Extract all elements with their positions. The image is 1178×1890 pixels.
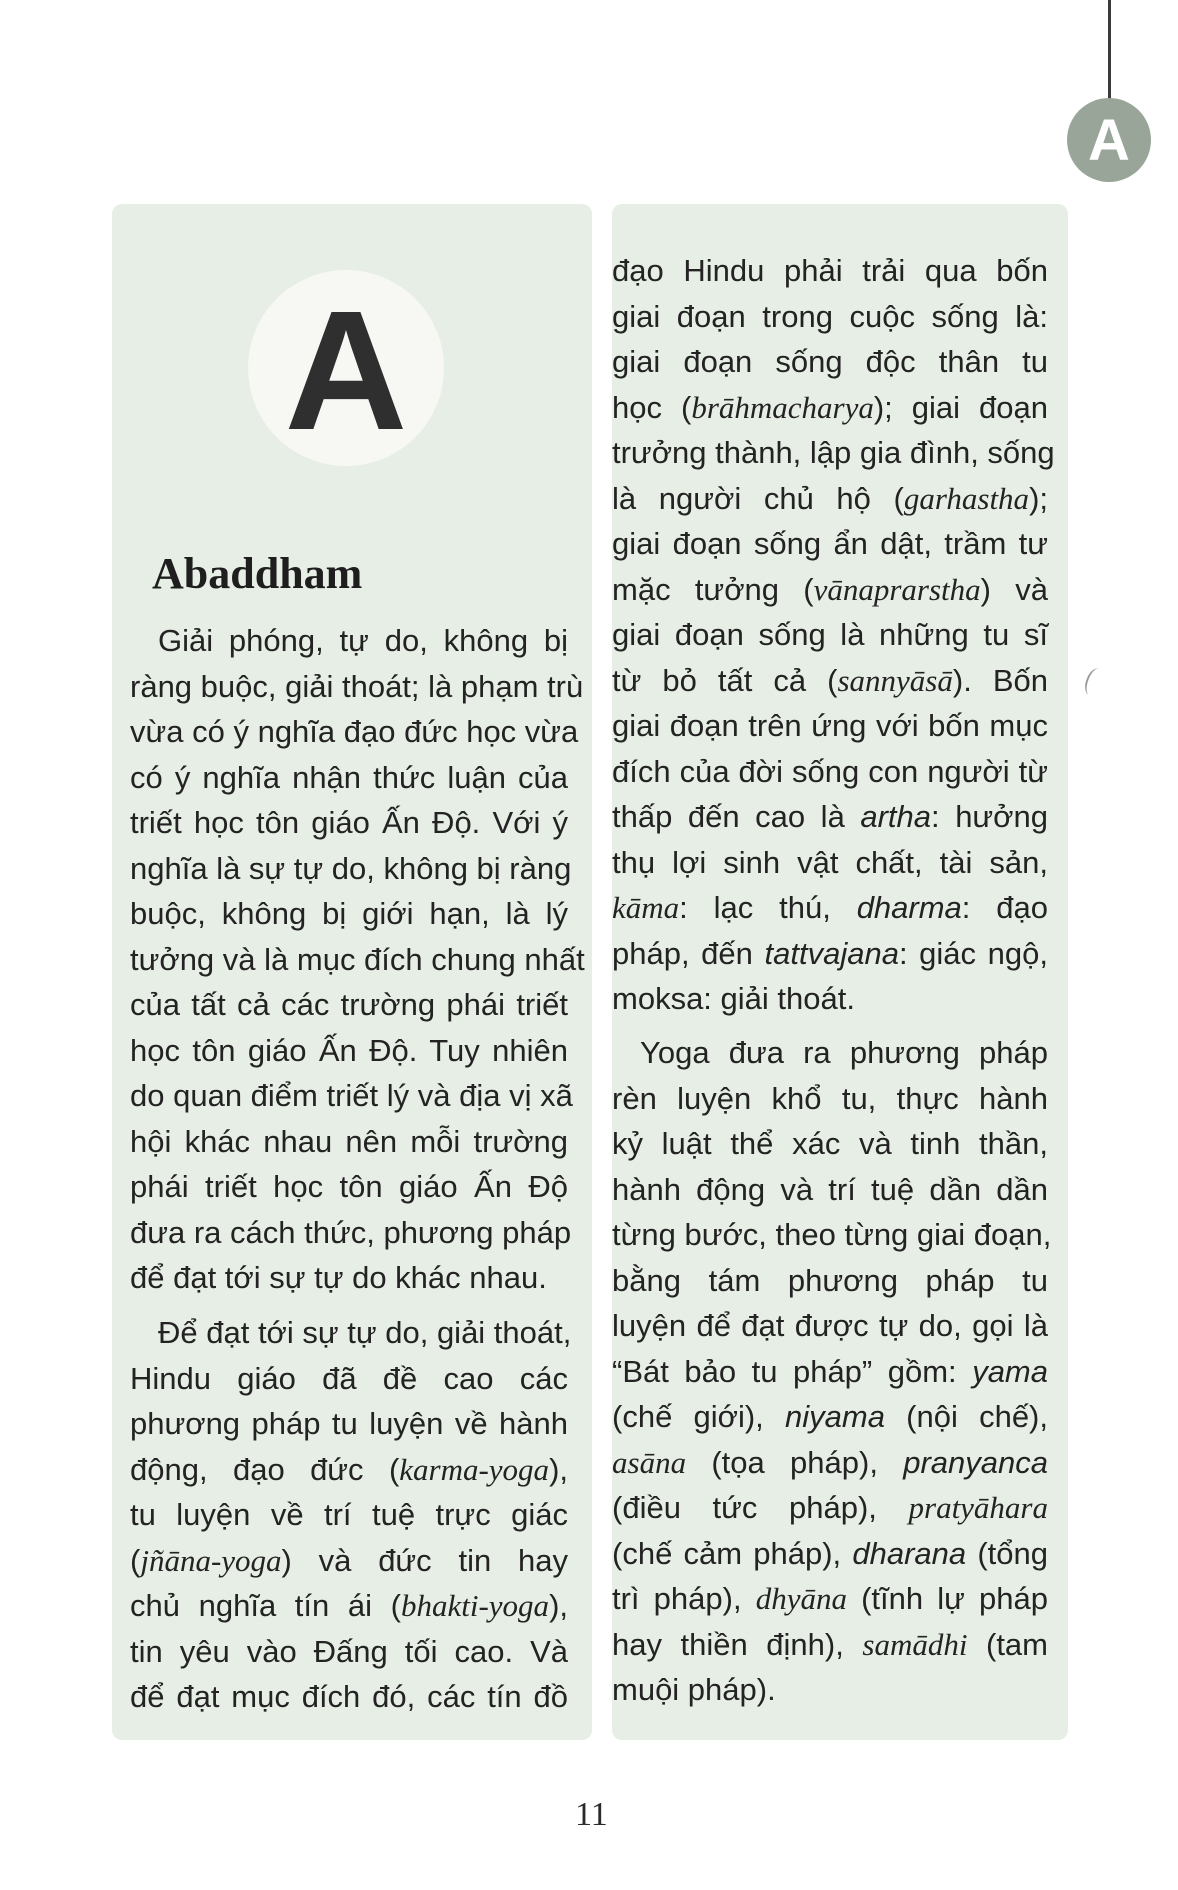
text-line: giai đoạn trên ứng với bốn mục [612,708,1048,743]
left-paragraph-2 [130,1310,572,1720]
text-line: trưởng thành, lập gia đình, sống [612,435,1055,470]
text-run: : đạo [961,890,1048,925]
term-italic: dharma [856,890,962,925]
text-line [612,567,1048,613]
text-line: tưởng và là mục đích chung nhất [130,941,585,977]
text-line [612,476,1048,522]
text-run: ). Bốn [952,662,1048,698]
right-paragraph-1 [612,248,1055,1022]
term-italic: bhakti-yoga [400,1588,550,1623]
text-line: phương pháp tu luyện về hành [130,1406,568,1441]
text-run: “Bát bảo tu pháp” gồm: [612,1353,973,1389]
text-line [612,794,1048,840]
text-line: buộc, không bị giới hạn, là lý [130,896,568,931]
term-italic: pranyanca [903,1444,1048,1480]
text-line: Hindu giáo đã đề cao các [130,1360,568,1396]
text-line: Giải phóng, tự do, không bị [158,623,568,658]
thumb-index-line [1108,0,1111,110]
text-line: từng bước, theo từng giai đoạn, [612,1217,1052,1252]
text-line: bằng tám phương pháp tu [612,1262,1048,1298]
text-run: : lạc thú, [679,890,857,925]
text-run: thấp đến cao là [612,799,861,834]
text-line: giai đoạn sống độc thân tu [612,344,1048,379]
text-run: ) và [980,571,1048,607]
pen-mark [1082,666,1107,698]
text-line [612,885,1048,931]
text-line: phái triết học tôn giáo Ấn Độ [130,1169,568,1204]
right-paragraph-2 [612,1030,1052,1713]
text-run: (chế giới), [612,1399,786,1434]
text-run: pháp, đến [612,935,765,971]
text-run: chủ nghĩa tín ái ( [130,1588,401,1623]
term-italic: tattvajana [764,935,899,971]
text-line: kỷ luật thể xác và tinh thần, [612,1126,1048,1161]
text-line: ràng buộc, giải thoát; là phạm trù [130,668,584,704]
term-italic: jñāna-yoga [140,1542,282,1578]
text-run: (tam [967,1626,1048,1662]
text-run: hay thiền định), [612,1626,863,1662]
text-line [130,1538,568,1584]
text-line: tu luyện về trí tuệ trực giác [130,1497,568,1532]
thumb-index-letter: A [1088,107,1130,173]
text-run: ), [549,1588,568,1623]
term-italic: artha [860,799,932,834]
text-run: (tổng [966,1535,1048,1571]
thumb-index-tab [1067,98,1151,182]
text-line: Để đạt tới sự tự do, giải thoát, [158,1315,572,1350]
text-line: tin yêu vào Đấng tối cao. Và [130,1633,568,1669]
text-line: moksa: giải thoát. [612,981,855,1016]
text-run: (tĩnh lự pháp [846,1581,1048,1616]
term-italic: brāhmacharya [691,389,874,425]
text-line: của tất cả các trường phái triết [130,987,568,1022]
section-letter: A [284,276,408,466]
text-line [612,658,1048,704]
text-line: học tôn giáo Ấn Độ. Tuy nhiên [130,1032,568,1068]
left-paragraph-1 [130,618,585,1301]
term-italic: karma-yoga [399,1451,550,1487]
text-line: nghĩa là sự tự do, không bị ràng [130,850,572,886]
text-line [612,1485,1048,1531]
text-line: giai đoạn sống ẩn dật, trầm tư [612,526,1048,561]
text-line [612,385,1048,431]
term-italic: dharana [852,1535,967,1571]
text-line [612,1622,1048,1668]
text-run: ), [549,1451,568,1487]
text-run: ( [130,1542,141,1578]
text-run: động, đạo đức ( [130,1451,400,1487]
text-line: thụ lợi sinh vật chất, tài sản, [612,844,1048,880]
text-line: giai đoạn trong cuộc sống là: [612,298,1048,334]
text-line: đưa ra cách thức, phương pháp [130,1214,572,1250]
text-line: rèn luyện khổ tu, thực hành [612,1080,1048,1116]
term-italic: dhyāna [755,1581,847,1616]
term-italic: niyama [785,1399,885,1434]
text-line [612,1349,1048,1395]
term-italic: vānaprarstha [813,571,981,607]
text-line: có ý nghĩa nhận thức luận của [130,759,568,795]
text-line: đích của đời sống con người từ [612,753,1048,789]
text-run: (nội chế), [884,1399,1048,1434]
text-line [612,931,1048,977]
text-run: trì pháp), [612,1581,756,1616]
text-line: triết học tôn giáo Ấn Độ. Với ý [130,805,568,840]
text-run: học ( [612,389,692,425]
text-line: hội khác nhau nên mỗi trường [130,1123,568,1159]
text-run: : hưởng [931,799,1048,834]
text-line: Yoga đưa ra phương pháp [640,1035,1048,1070]
text-line: để đạt tới sự tự do khác nhau. [130,1260,547,1295]
text-line [612,1394,1048,1440]
text-run: ); [1029,480,1048,516]
text-line: luyện để đạt được tự do, gọi là [612,1308,1048,1343]
text-run: là người chủ hộ ( [612,480,904,516]
term-italic: sannyāsā [837,662,953,698]
text-line [130,1447,568,1493]
text-run: ) và đức tin hay [281,1542,568,1578]
text-run: : giác ngộ, [898,935,1048,971]
text-line: giai đoạn sống là những tu sĩ [612,617,1048,652]
text-line [612,1531,1048,1577]
text-line [612,1576,1048,1622]
text-line: vừa có ý nghĩa đạo đức học vừa [130,714,579,749]
text-run: (tọa pháp), [686,1444,904,1480]
text-run: mặc tưởng ( [612,571,814,607]
term-italic: pratyāhara [908,1490,1048,1525]
text-line: để đạt mục đích đó, các tín đồ [130,1679,568,1714]
text-line: do quan điểm triết lý và địa vị xã [130,1078,573,1113]
page-number: 11 [575,1796,608,1833]
text-line: đạo Hindu phải trải qua bốn [612,253,1048,288]
section-letter-badge [248,270,444,466]
term-italic: kāma [612,890,680,925]
text-line: muội pháp). [612,1672,776,1707]
text-line [612,1440,1048,1486]
text-line: hành động và trí tuệ dần dần [612,1171,1048,1207]
text-run: (điều tức pháp), [612,1490,909,1525]
entry-headword: Abaddham [152,549,363,598]
term-italic: asāna [612,1444,687,1480]
term-italic: yama [972,1353,1048,1389]
text-line [130,1583,568,1629]
term-italic: samādhi [862,1626,968,1662]
text-run: ); giai đoạn [873,389,1049,425]
text-run: từ bỏ tất cả ( [612,662,838,698]
text-run: (chế cảm pháp), [612,1535,853,1571]
term-italic: garhastha [903,480,1030,516]
